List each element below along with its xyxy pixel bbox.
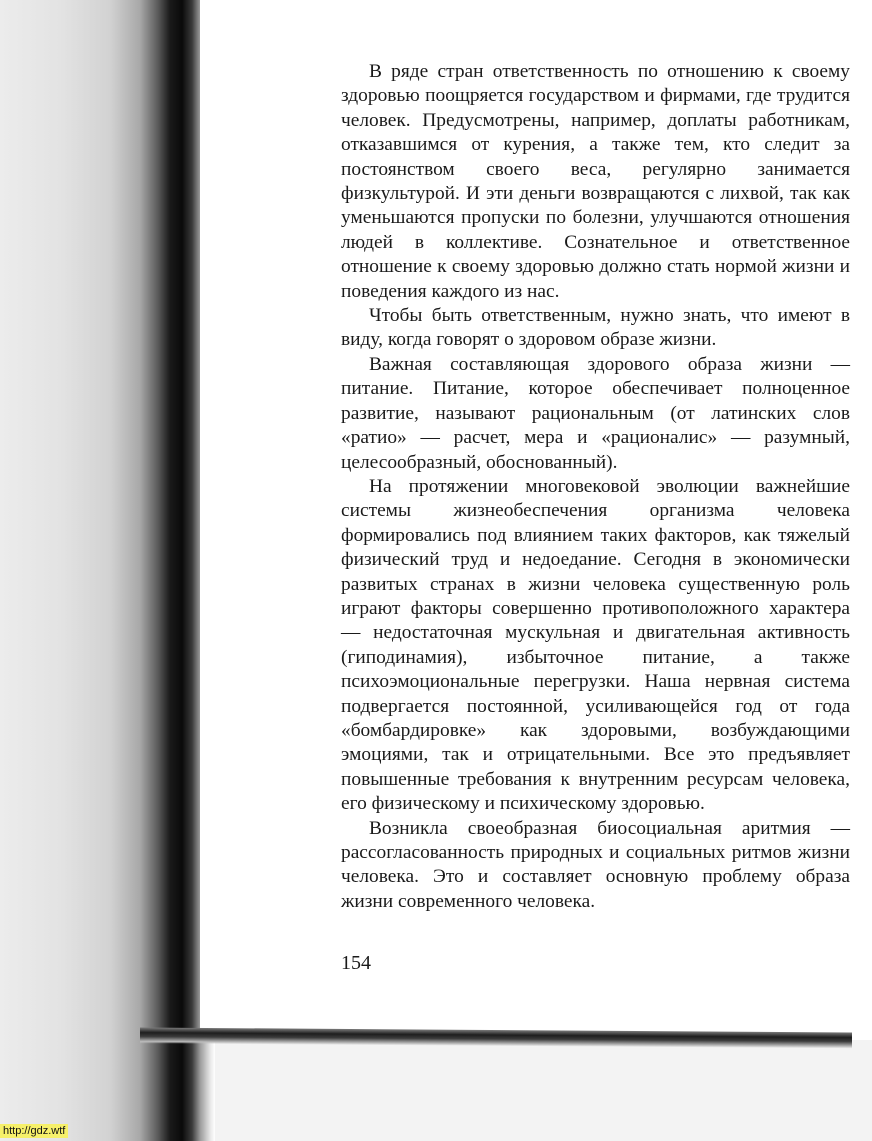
page-number: 154 <box>341 952 371 974</box>
book-spine-shadow <box>0 0 215 1141</box>
watermark-link[interactable]: http://gdz.wtf <box>0 1124 68 1138</box>
paragraph: На протяжении многовековой эволюции важнейшие системы жизнеобеспечения организма человека формировались под влиянием таких факторов, как тяжелый физический труд и недоедание. Сегодня в экономически развитых странах в жизни человека существенную роль играют факторы совершенно противоположного характера — недостаточная мускульная и двигательная активность (гиподинамия), избыточное питание, а также психоэмоциональные перегрузки. Наша нервная система подвергается постоянной, усиливающейся год от года «бомбардировке» как здоровыми, возбуждающими эмоциями, так и отрицательными. Все это предъявляет повышенные требования к внутренним ресурсам человека, его физическому и психическому здоровью. <box>341 475 850 815</box>
paragraph: Важная составляющая здорового образа жизни — питание. Питание, которое обеспечивает полноценное развитие, называют рациональным (от латинских слов «ратио» — расчет, мера и «рационалис» — разумный, целесообразный, обоснованный). <box>341 353 850 473</box>
paragraph: Возникла своеобразная биосоциальная аритмия — рассогласованность природных и социальных ритмов жизни человека. Это и составляет основную проблему образа жизни современного человека. <box>341 817 850 912</box>
body-text <box>341 60 850 914</box>
paragraph: Чтобы быть ответственным, нужно знать, что имеют в виду, когда говорят о здоровом образе жизни. <box>341 305 850 351</box>
paragraph: В ряде стран ответственность по отношению к своему здоровью поощряется государством и фирмами, где трудится человек. Предусмотрены, например, доплаты работникам, отказавшимся от курения, а также тем, кто следит за постоянством своего веса, регулярно занимается физкультурой. И эти деньги возвращаются с лихвой, так как уменьшаются пропуски по болезни, улучшаются отношения людей в коллективе. Сознательное и ответственное отношение к своему здоровью должно стать нормой жизни и поведения каждого из нас. <box>341 61 850 302</box>
